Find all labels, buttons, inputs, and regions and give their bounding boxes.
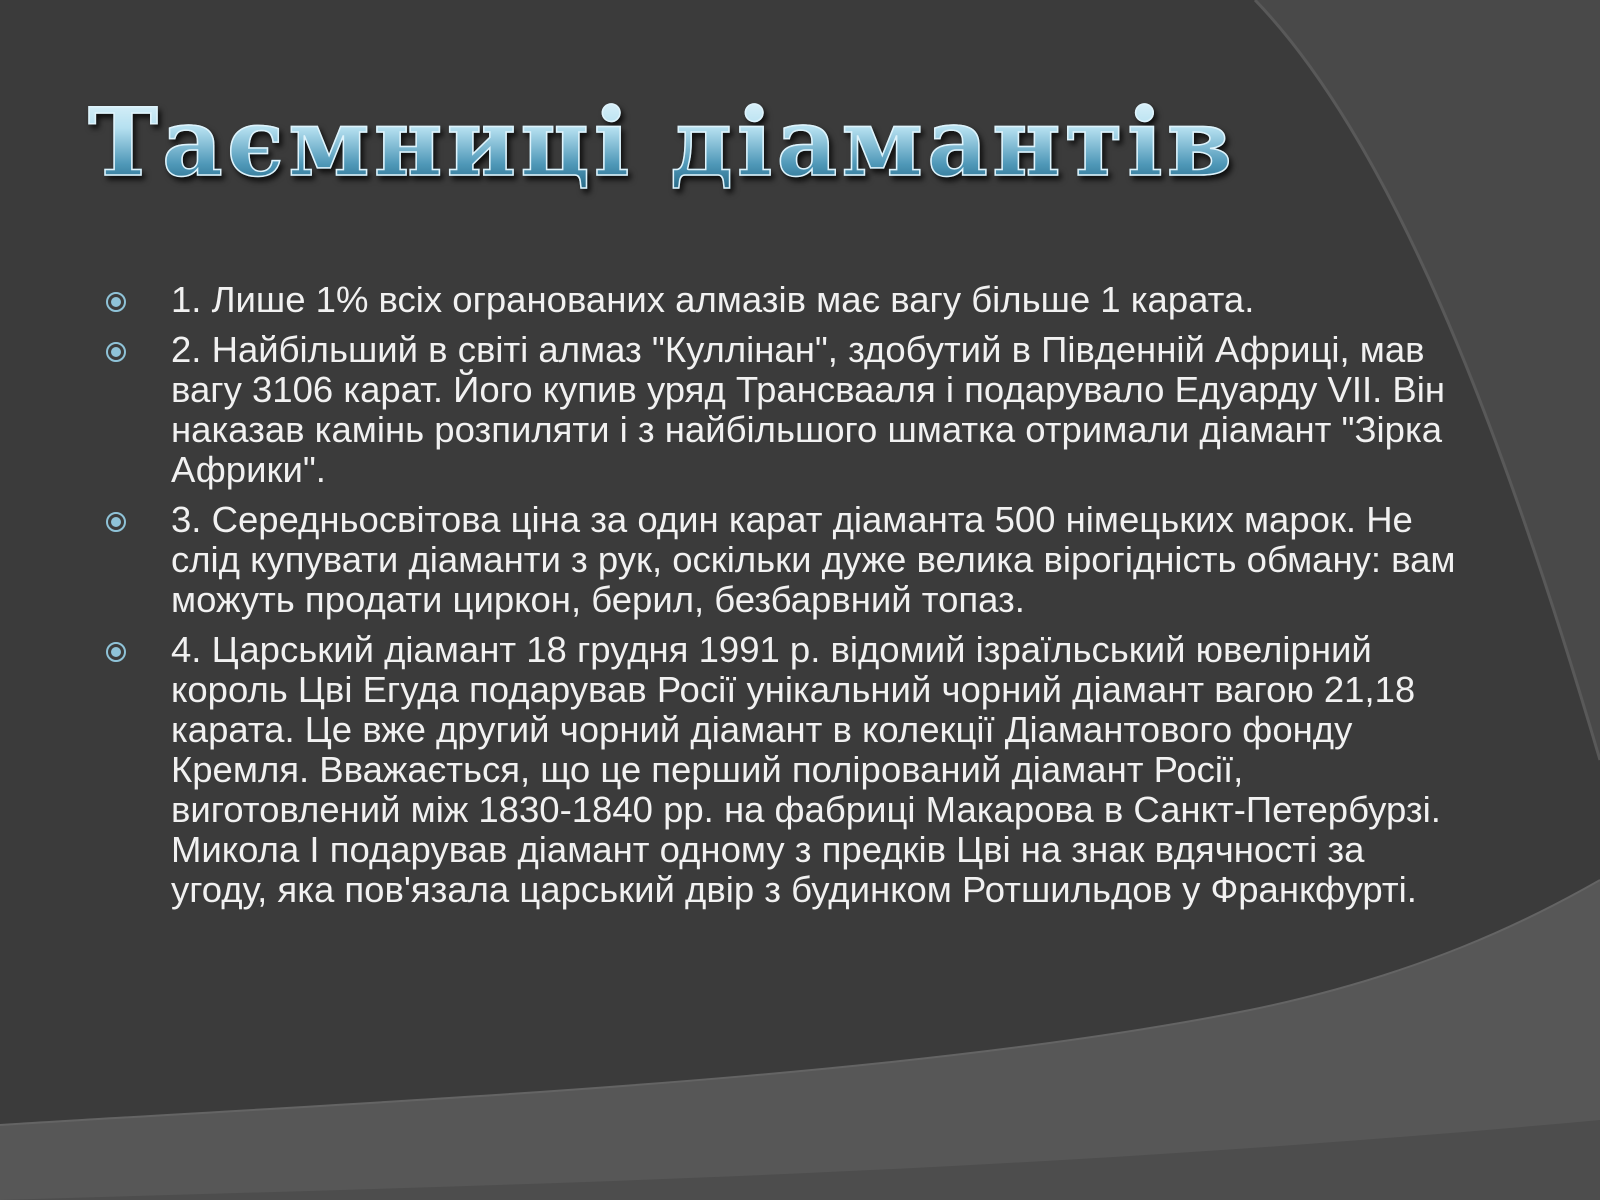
bullet-text: 4. Царський діамант 18 грудня 1991 р. відомий ізраїльський ювелірний король Цві Егуда подарував Росії унікальний чорний діамант вагою 21,18 карата. Це вже другий чорний діамант в колекції Діамантового фонду Кремля. Вважається, що це перший полірований діамант Росії, виготовлений між 1830-1840 рр. на фабриці Макарова в Санкт-Петербурзі. Микола І подарував діамант одному з предків Цві на знак вдячності за угоду, яка пов'язала царський двір з будинком Ротшильдов у Франкфурті. [171,629,1441,910]
bullet-text: 1. Лише 1% всіх огранованих алмазів має вагу більше 1 карата. [171,279,1255,320]
bullet-list [105,280,1465,920]
bullet-item-3 [105,500,1465,620]
bullet-item-2 [105,330,1465,490]
bullet-item-4 [105,630,1465,910]
circle-bullet-icon [105,511,127,533]
bullet-item-1 [105,280,1465,320]
bullet-text: 2. Найбільший в світі алмаз "Куллінан", здобутий в Південній Африці, мав вагу 3106 карат. Його купив уряд Трансвааля і подарувало Едуарду VII. Він наказав камінь розпиляти і з найбільшого шматка отримали діамант "Зірка Африки". [171,329,1446,490]
circle-bullet-icon [105,291,127,313]
slide-title: Таємниці діамантів [88,88,1237,198]
circle-bullet-icon [105,341,127,363]
bullet-text: 3. Середньосвітова ціна за один карат діаманта 500 німецьких марок. Не слід купувати діаманти з рук, оскільки дуже велика вірогідність обману: вам можуть продати циркон, берил, безбарвний топаз. [171,499,1456,620]
circle-bullet-icon [105,641,127,663]
